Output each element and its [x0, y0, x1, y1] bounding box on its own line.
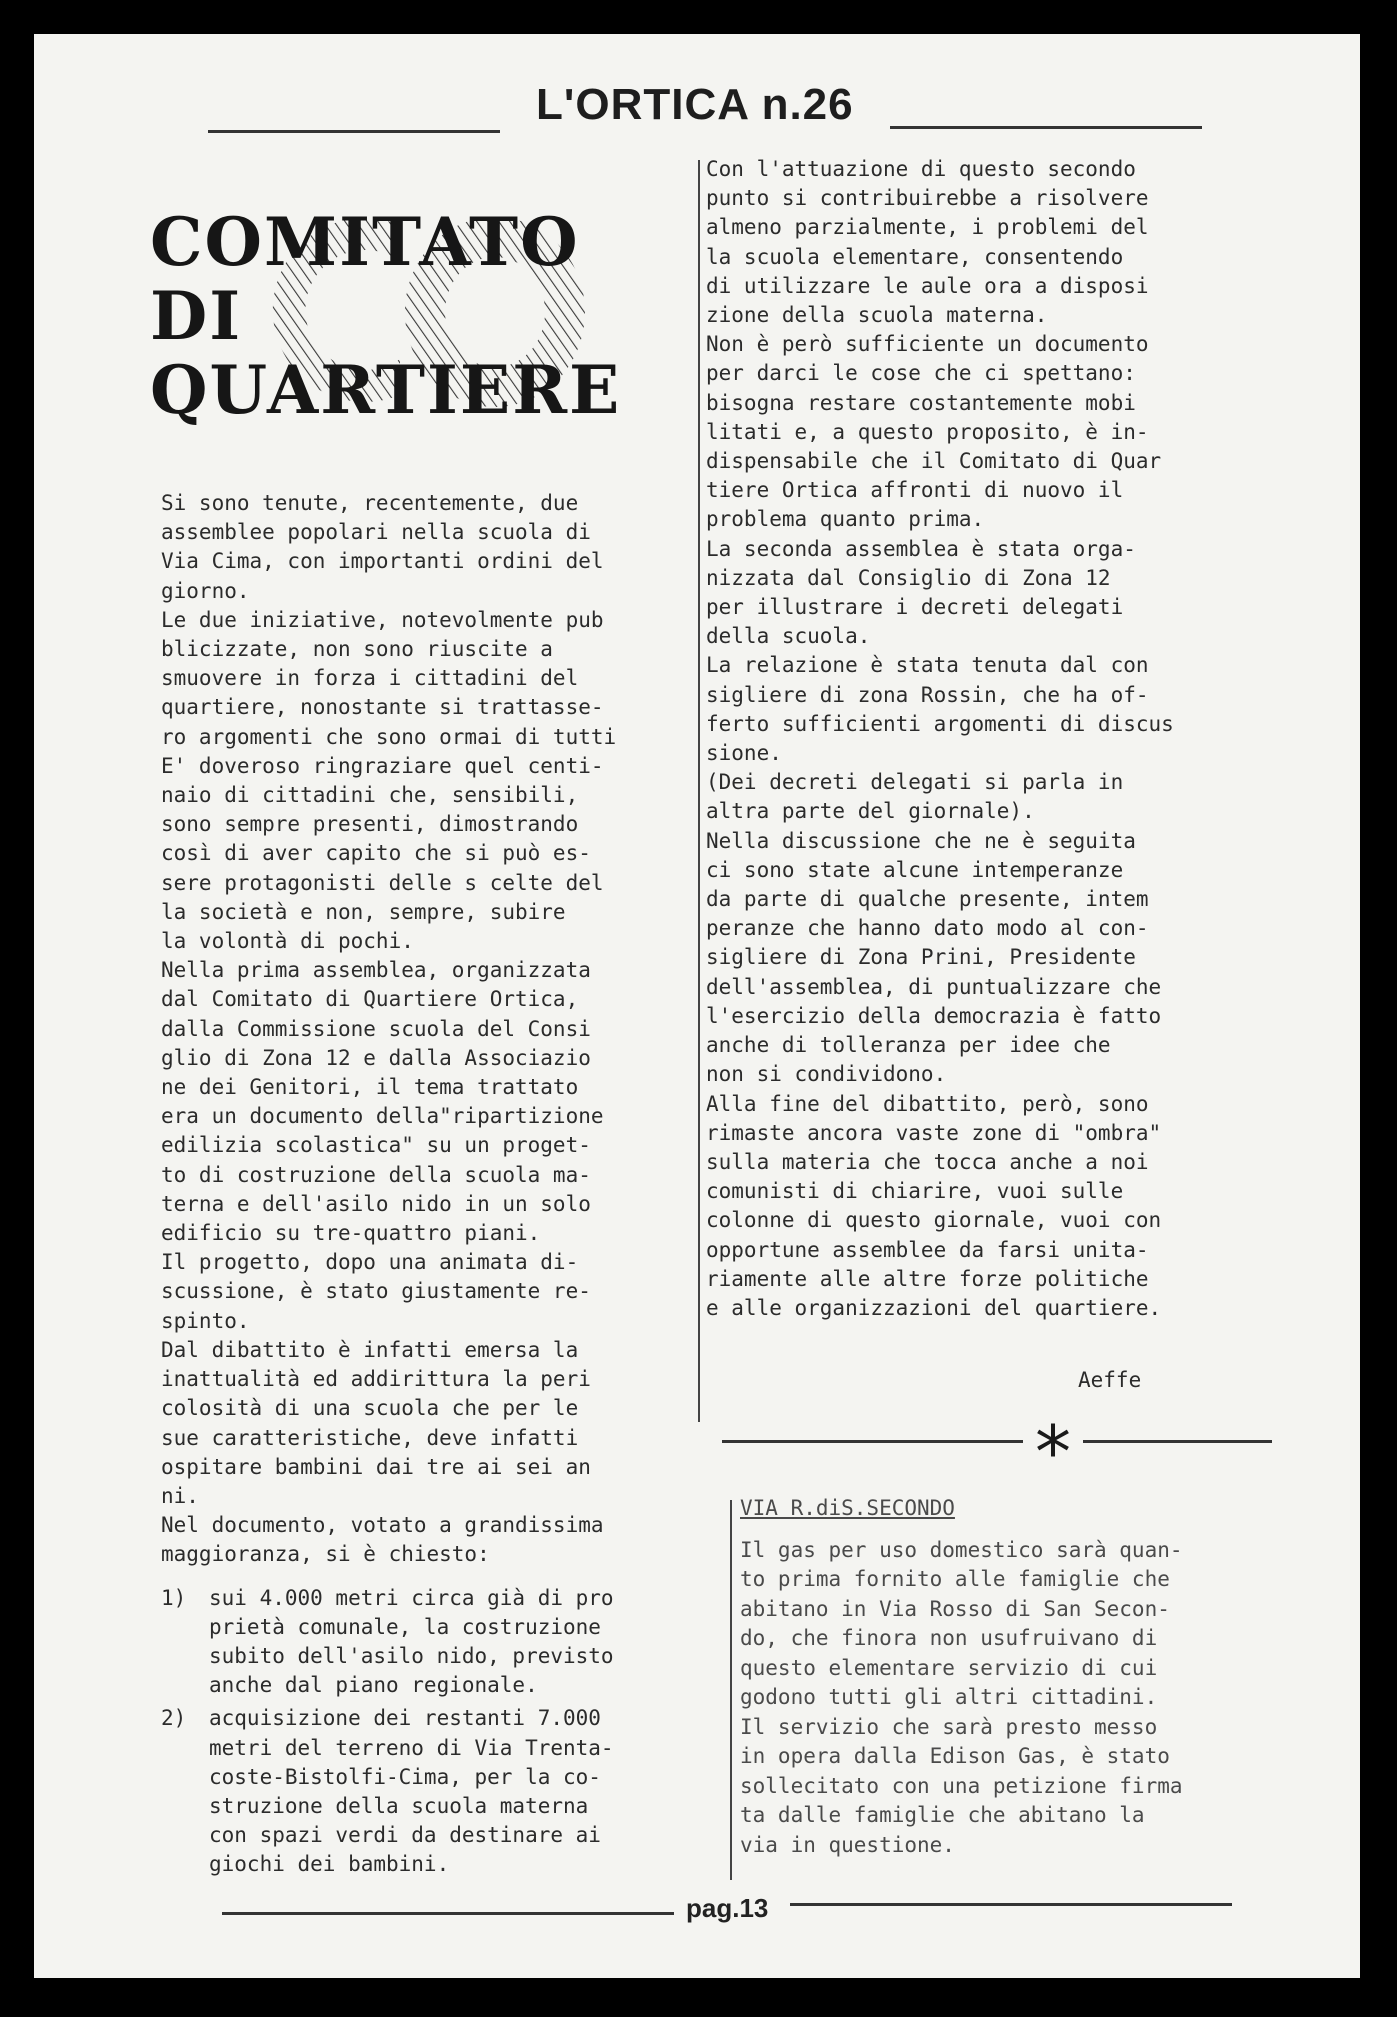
paragraph: (Dei decreti delegati si parla in altra parte del giornale). [706, 770, 1124, 824]
paragraph: Nel documento, votato a grandissima maggioranza, si è chiesto: [161, 1513, 604, 1567]
paragraph: Dal dibattito è infatti emersa la inattualità ed addirittura la peri colosità di una scuola che per le sue caratteristiche, deve infatti ospitare bambini dai tre ai sei an ni. [161, 1337, 591, 1508]
headline-line-2: DI [150, 277, 243, 355]
paragraph: La relazione è stata tenuta dal con sigliere di zona Rossin, che ha of- ferto sufficienti argomenti di discus sione. [706, 653, 1174, 766]
left-column [161, 489, 701, 1880]
list-text: sui 4.000 metri circa già di pro prietà comunale, la costruzione subito dell'asilo nido, previsto anche dal piano regionale. [209, 1585, 614, 1698]
paragraph: La seconda assemblea è stata orga- nizzata dal Consiglio di Zona 12 per illustrare i decreti delegati della scuola. [706, 536, 1136, 649]
headline-line-1: COMITATO [150, 203, 580, 281]
paragraph: Nella discussione che ne è seguita ci sono state alcune intemperanze da parte di qualche presente, intem peranze che hanno dato modo al con- sigliere di Zona Prini, Presidente dell'assemblea, di puntualizzare che l'esercizio della democrazia è fatto anche di tolleranza per idee che non si condividono. [706, 828, 1162, 1087]
demands-list [161, 1584, 701, 1880]
paragraph: Con l'attuazione di questo secondo punto si contribuirebbe a risolvere almeno parzialmente, i problemi del la scuola elementare, consentendo di utilizzare le aule ora a disposi zione della scuola materna. [706, 157, 1149, 328]
author-signature: Aeffe [1078, 1368, 1142, 1392]
list-item [161, 1704, 701, 1879]
paragraph: Non è però sufficiente un documento per darci le cose che ci spettano: bisogna restare costantemente mobi litati e, a questo proposito, è in- dispensabile che il Comitato di Quar tiere Ortica affronti di nuovo il problema quanto prima. [706, 332, 1162, 532]
headline-block [150, 195, 690, 435]
footer-rule-left [222, 1912, 674, 1915]
section-divider [722, 1440, 1272, 1443]
list-item [161, 1584, 701, 1701]
list-number: 1) [161, 1585, 187, 1610]
article-title: VIA R.diS.SECONDO [740, 1496, 955, 1520]
paragraph: Si sono tenute, recentemente, due assemblee popolari nella scuola di Via Cima, con importanti ordini del giorno. [161, 491, 604, 603]
article-via-rossodisansecondo [740, 1494, 1300, 1860]
footer-rule-right [790, 1903, 1232, 1906]
paragraph: Il progetto, dopo una animata di- scussione, è stato giustamente re- spinto. [161, 1250, 591, 1333]
header-rule-right [890, 126, 1202, 129]
header-rule-left [208, 130, 500, 133]
paragraph: Alla fine del dibattito, però, sono rimaste ancora vaste zone di "ombra" sulla materia che tocca anche a noi comunisti di chiarire, vuoi sulle colonne di questo giornale, vuoi con opportune assemblee da farsi unita- riamente alle altre forze politiche e alle organizzazioni del quartiere. [706, 1091, 1162, 1320]
paragraph: Nella prima assemblea, organizzata dal Comitato di Quartiere Ortica, dalla Commissione scuola del Consi glio di Zona 12 e dalla Associazio ne dei Genitori, il tema trattato era un documento della"ripartizione edilizia scolastica" su un proget- to di costruzione della scuola ma- terna e dell'asilo nido in un solo edificio su tre-quattro piani. [161, 958, 604, 1246]
paragraph: Le due iniziative, notevolmente pub blicizzate, non sono riuscite a smuovere in forza i cittadini del quartiere, nonostante si trattasse- ro argomenti che sono ormai di tutti [161, 607, 617, 749]
paragraph: E' doveroso ringraziare quel centi- naio di cittadini che, sensibili, sono sempre presenti, dimostrando così di aver capito che si può es- sere protagonisti delle s celte del la società e non, sempre, subire la volontà di pochi. [161, 753, 604, 954]
right-column [706, 155, 1286, 1323]
asterisk-icon: * [1023, 1412, 1083, 1472]
page-number: pag.13 [686, 1893, 769, 1923]
list-text: acquisizione dei restanti 7.000 metri del terreno di Via Trenta- coste-Bistolfi-Cima, per la co- struzione della scuola materna con spazi verdi da destinare ai giochi dei bambini. [209, 1706, 614, 1877]
column-rule-bottom [730, 1500, 732, 1880]
headline-line-3: QUARTIERE [150, 351, 622, 429]
masthead-title: L'ORTICA n.26 [536, 80, 854, 129]
list-number: 2) [161, 1706, 187, 1731]
article-body: Il gas per uso domestico sarà quan- to prima fornito alle famiglie che abitano in Via Rosso di San Secon- do, che finora non usufruivano di questo elementare servizio di cui godono tutti gli altri cittadini. Il servizio che sarà presto messo in opera dalla Edison Gas, è stato sollecitato con una petizione firma ta dalle famiglie che abitano la via in questione. [740, 1537, 1183, 1857]
